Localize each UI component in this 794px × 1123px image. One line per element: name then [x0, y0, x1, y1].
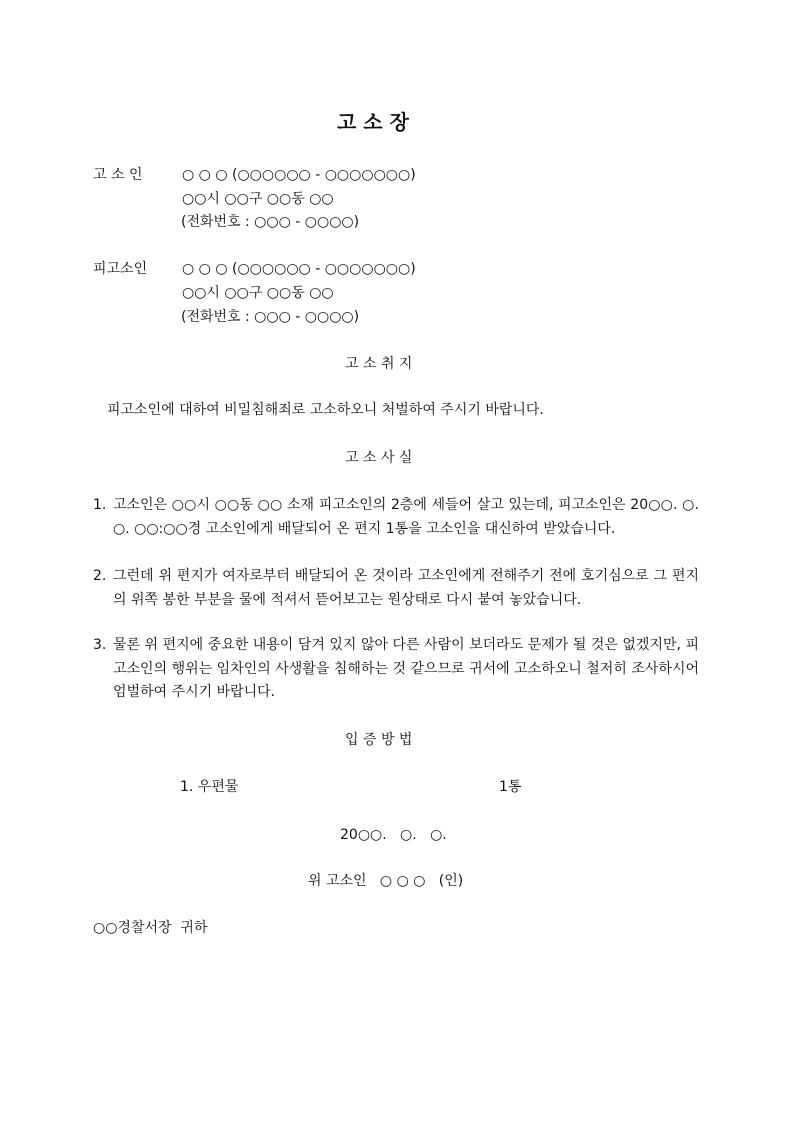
purpose-text: 피고소인에 대하여 비밀침해죄로 고소하오니 처벌하여 주시기 바랍니다. [107, 402, 544, 418]
defendant-name-line: ○ ○ ○ (○○○○○○ - ○○○○○○○) [182, 261, 416, 277]
fact-item [93, 565, 699, 612]
signature-line: 위 고소인 ○ ○ ○ (인) [308, 873, 464, 889]
evidence-item-label: 1. 우편물 [180, 779, 239, 795]
evidence-heading: 입 증 방 법 [345, 732, 413, 748]
fact-number: 2. [93, 568, 107, 584]
fact-number: 3. [93, 637, 107, 653]
fact-text: 고소인은 ○○시 ○○동 ○○ 소재 피고소인의 2층에 세들어 살고 있는데, 피고소인은 20○○. ○. ○. ○○:○○경 고소인에게 배달되어 온 편지 1통을 고소인을 대신하여 받았습니다. [113, 497, 699, 537]
fact-item [93, 634, 699, 705]
defendant-label: 피고소인 [93, 261, 148, 277]
defendant-address: ○○시 ○○구 ○○동 ○○ [182, 285, 334, 301]
fact-item [93, 494, 699, 541]
document-title: 고 소 장 [337, 110, 409, 134]
facts-heading: 고 소 사 실 [345, 450, 413, 466]
fact-text: 그런데 위 편지가 여자로부터 배달되어 온 것이라 고소인에게 전해주기 전에 호기심으로 그 편지의 위쪽 봉한 부분을 물에 적셔서 뜯어보고는 원상태로 다시 붙여 놓았습니다. [113, 568, 699, 608]
recipient-line: ○○경찰서장 귀하 [93, 920, 208, 936]
complainant-name-line: ○ ○ ○ (○○○○○○ - ○○○○○○○) [182, 167, 416, 183]
complainant-phone: (전화번호 : ○○○ - ○○○○) [181, 214, 360, 230]
complainant-address: ○○시 ○○구 ○○동 ○○ [182, 191, 334, 207]
document-date: 20○○. ○. ○. [340, 827, 447, 843]
defendant-phone: (전화번호 : ○○○ - ○○○○) [181, 309, 360, 325]
complainant-label: 고 소 인 [93, 167, 143, 183]
evidence-item-count: 1통 [499, 779, 522, 795]
fact-text: 물론 위 편지에 중요한 내용이 담겨 있지 않아 다른 사람이 보더라도 문제가 될 것은 없겠지만, 피고소인의 행위는 임차인의 사생활을 침해하는 것 같으므로 귀서에 고소하오니 철저히 조사하시어 엄벌하여 주시기 바랍니다. [113, 637, 699, 700]
fact-number: 1. [93, 497, 107, 513]
purpose-heading: 고 소 취 지 [345, 356, 413, 372]
